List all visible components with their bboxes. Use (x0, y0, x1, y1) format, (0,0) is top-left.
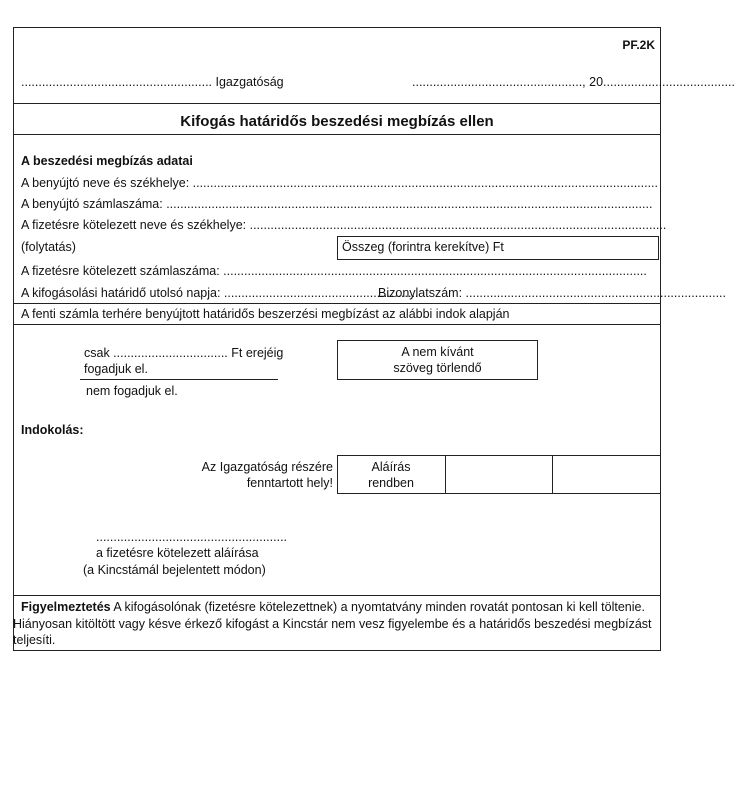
signature-caption-note: (a Kincstámál bejelentett módon) (83, 563, 266, 577)
amount-label: Összeg (forintra kerekítve) Ft (342, 240, 504, 254)
reserved-label-line1: Az Igazgatóság részére (201, 460, 333, 474)
divider (13, 324, 661, 325)
place-date-field[interactable]: ................................................., 20...................................... (412, 75, 735, 89)
signature-line[interactable]: ....................................................... (96, 530, 288, 544)
reserved-label-line2: fenntartott hely! (246, 476, 333, 490)
justification-label: Indokolás: (21, 423, 84, 437)
partial-accept-option[interactable]: csak ................................. Ft erejéig (84, 346, 284, 360)
warning-line2: Hiányosan kitöltött vagy késve érkező kifogást a Kincstár nem vesz figyelembe és a határidős beszedési megbízást (13, 617, 652, 631)
receipt-number-field[interactable]: Bizonylatszám: ........................................................................... (378, 286, 726, 300)
section-heading: A beszedési megbízás adatai (21, 154, 193, 168)
divider (13, 134, 661, 135)
warning-label: Figyelmeztetés (21, 600, 111, 614)
continuation-label: (folytatás) (21, 240, 76, 254)
divider (13, 103, 661, 104)
reserved-col-divider (445, 455, 446, 494)
payer-account-field[interactable]: A fizetésre kötelezett számlaszáma: .......................................................................................................................... (21, 264, 647, 278)
signature-caption: a fizetésre kötelezett aláírása (96, 546, 259, 560)
reserved-col-divider (552, 455, 553, 494)
signature-ok-line2: rendben (368, 476, 414, 490)
form-title: Kifogás határidős beszedési megbízás ellen (180, 113, 494, 130)
partial-accept-option-cont: fogadjuk el. (84, 362, 148, 376)
deadline-field[interactable]: A kifogásolási határidő utolsó napja: ........................................................ (21, 286, 419, 300)
warning-line3: teljesíti. (13, 633, 56, 647)
directorate-field[interactable]: ....................................................... Igazgatóság (21, 75, 284, 89)
reject-option[interactable]: nem fogadjuk el. (86, 384, 178, 398)
submitter-name-field[interactable]: A benyújtó neve és székhelye: ...................................................................................................................................... (21, 176, 659, 190)
warning-line1 (21, 600, 645, 614)
divider (13, 303, 661, 304)
option-divider (80, 379, 278, 380)
divider (13, 595, 661, 596)
deletion-note-line2: szöveg törlendő (393, 361, 482, 375)
deletion-note-line1: A nem kívánt (401, 345, 474, 359)
payer-name-field[interactable]: A fizetésre kötelezett neve és székhelye: ........................................................................................................................ (21, 218, 667, 232)
submitter-account-field[interactable]: A benyújtó számlaszáma: ............................................................................................................................................ (21, 197, 653, 211)
signature-ok-line1: Aláírás (371, 460, 411, 474)
warning-text: A kifogásolónak (fizetésre kötelezettnek) a nyomtatvány minden rovatát pontosan ki kell töltenie. (110, 600, 645, 614)
statement-text: A fenti számla terhére benyújtott határidős beszerzési megbízást az alábbi indok alapján (21, 307, 510, 321)
form-code: PF.2K (622, 38, 655, 52)
